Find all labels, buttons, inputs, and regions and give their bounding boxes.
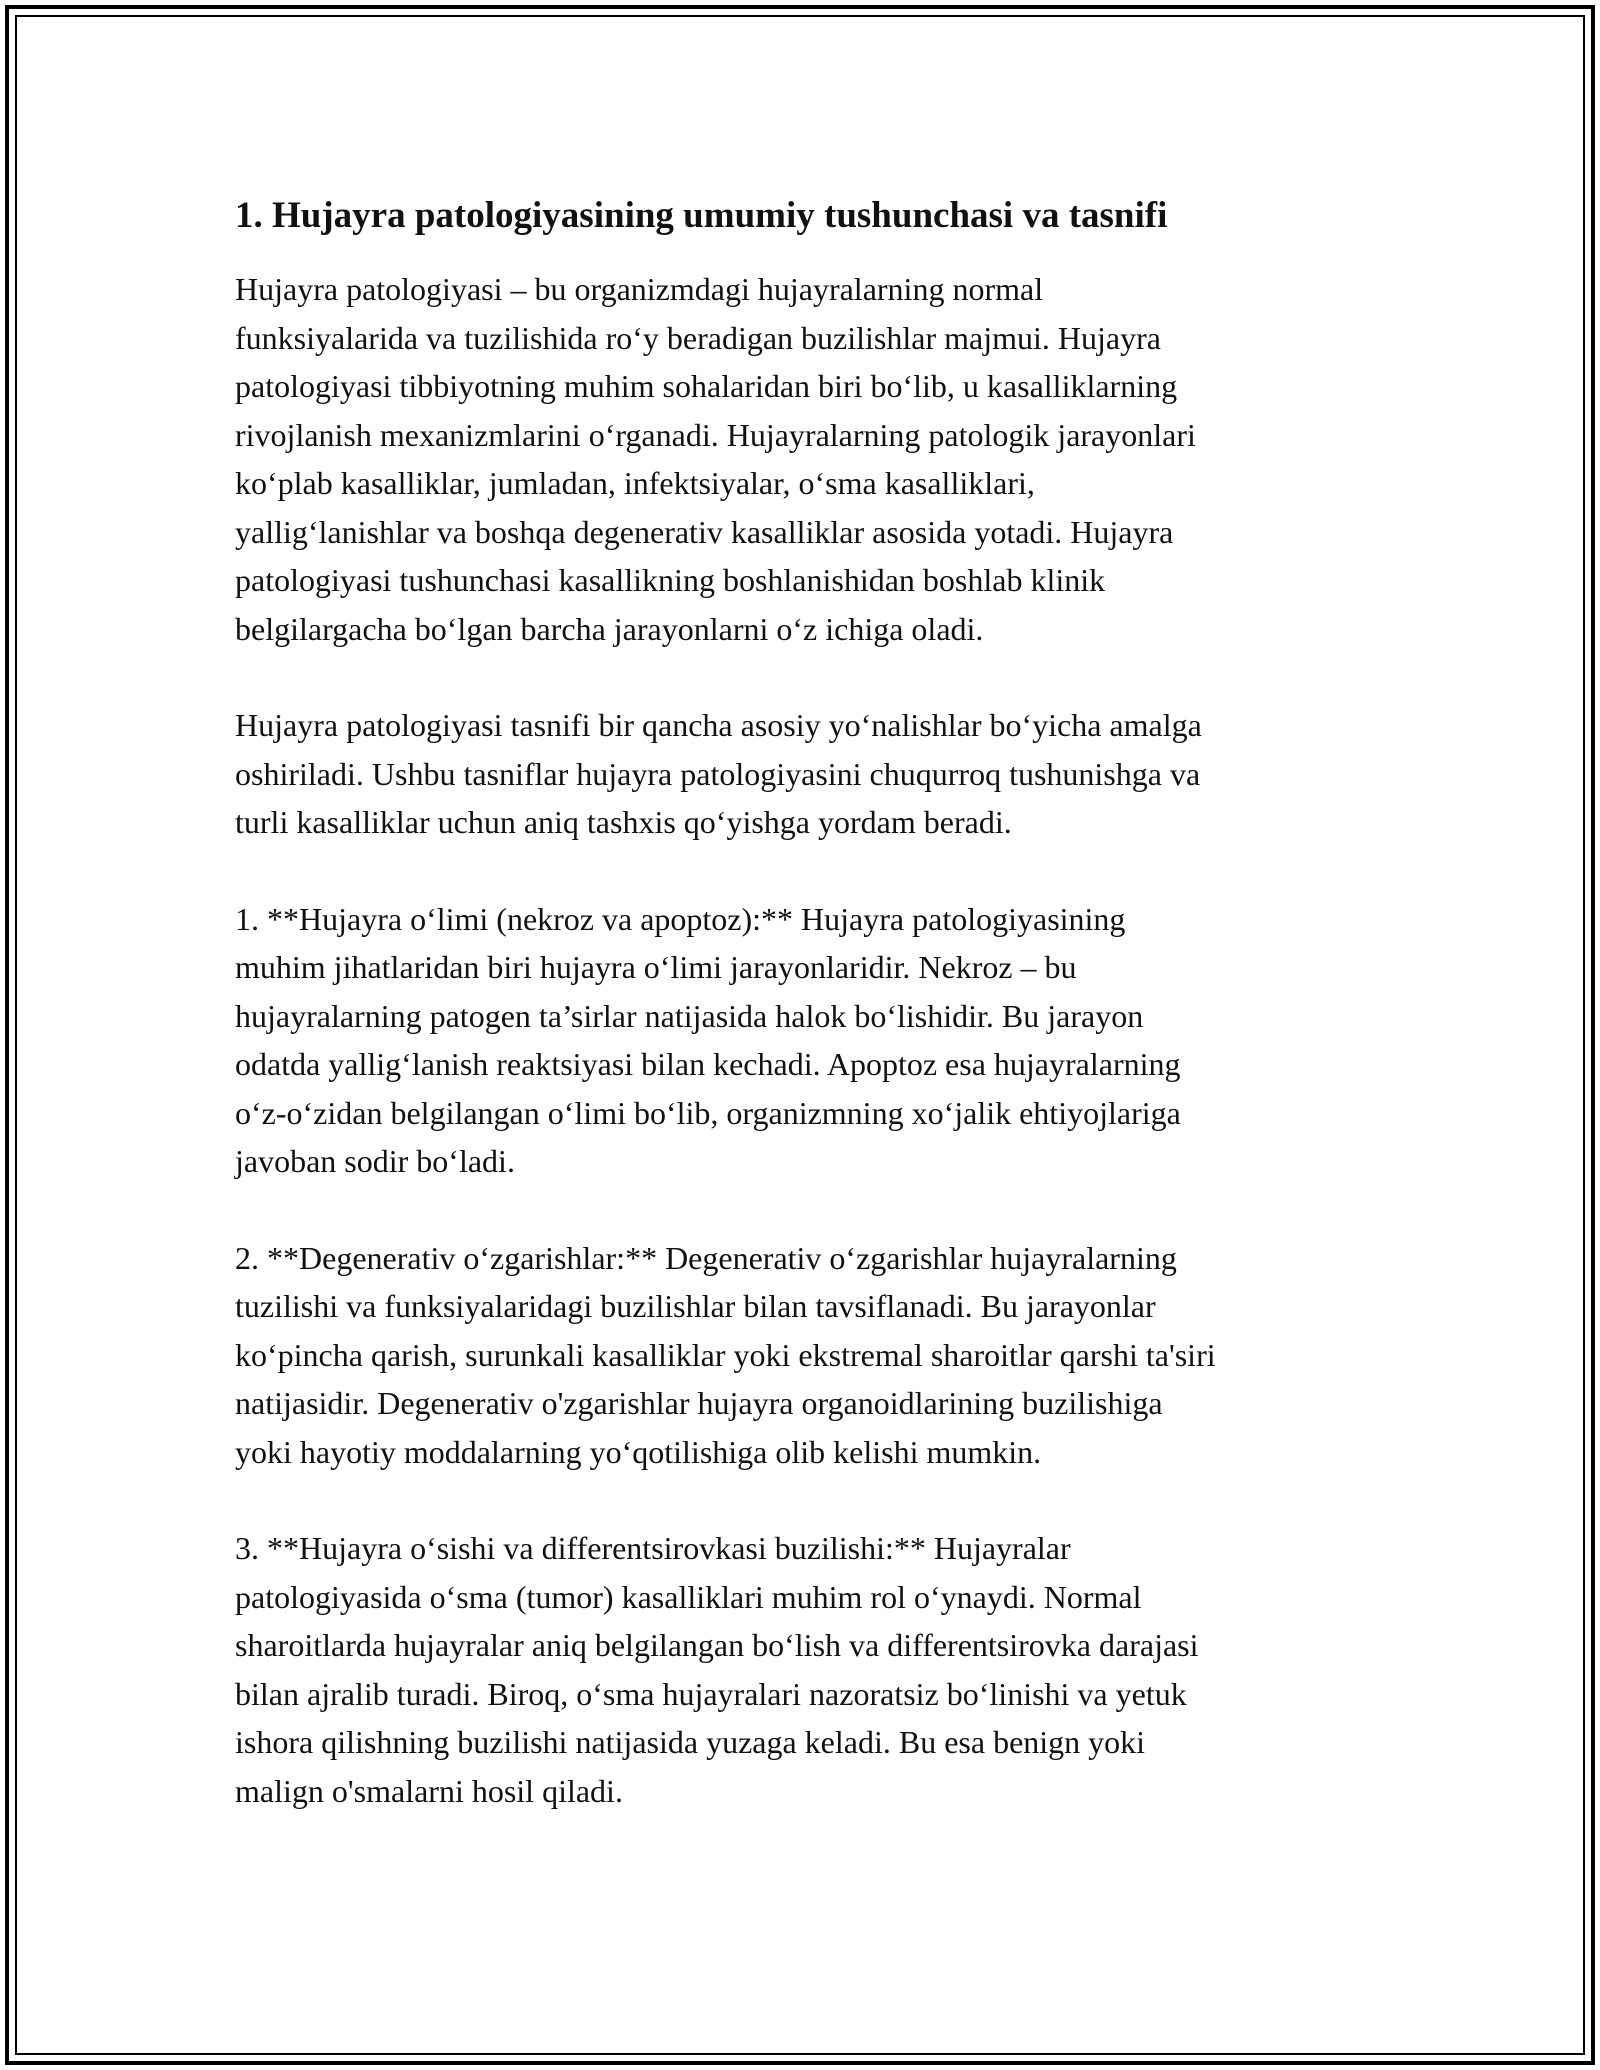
section-heading: 1. Hujayra patologiyasining umumiy tushunchasi va tasnifi — [235, 195, 1168, 236]
list-item-degenerative-changes: 2. **Degenerativ o‘zgarishlar:** Degenerativ o‘zgarishlar hujayralarning tuzilishi va funksiyalaridagi buzilishlar bilan tavsiflanadi. Bu jarayonlar ko‘pincha qarish, surunkali kasalliklar yoki ekstremal sharoitlar qarshi ta'siri natijasidir. Degenerativ o'zgarishlar hujayra organoidlarining buzilishiga yoki hayotiy moddalarning yo‘qotilishiga olib kelishi mumkin. — [235, 1239, 1216, 1470]
list-item-growth-differentiation: 3. **Hujayra o‘sishi va differentsirovkasi buzilishi:** Hujayralar patologiyasida o‘sma (tumor) kasalliklari muhim rol o‘ynaydi. Normal sharoitlarda hujayralar aniq belgilangan bo‘lish va differentsirovka darajasi bilan ajralib turadi. Biroq, o‘sma hujayralari nazoratsiz bo‘linishi va yetuk ishora qilishning buzilishi natijasida yuzaga keladi. Bu esa benign yoki malign o'smalarni hosil qiladi. — [235, 1530, 1199, 1809]
document-body — [235, 188, 1375, 1863]
list-item-cell-death: 1. **Hujayra o‘limi (nekroz va apoptoz):** Hujayra patologiyasining muhim jihatlaridan biri hujayra o‘limi jarayonlaridir. Nekroz – bu hujayralarning patogen ta’sirlar natijasida halok bo‘lishidir. Bu jarayon odatda yallig‘lanish reaktsiyasi bilan kechadi. Apoptoz esa hujayralarning o‘z-o‘zidan belgilangan o‘limi bo‘lib, organizmning xo‘jalik ehtiyojlariga javoban sodir bo‘ladi. — [235, 900, 1181, 1179]
paragraph-definition: Hujayra patologiyasi – bu organizmdagi hujayralarning normal funksiyalarida va tuzilishida ro‘y beradigan buzilishlar majmui. Hujayra patologiyasi tibbiyotning muhim sohalaridan biri bo‘lib, u kasalliklarning rivojlanish mexanizmlarini o‘rganadi. Hujayralarning patologik jarayonlari ko‘plab kasalliklar, jumladan, infektsiyalar, o‘sma kasalliklari, yallig‘lanishlar va boshqa degenerativ kasalliklar asosida yotadi. Hujayra patologiyasi tushunchasi kasallikning boshlanishidan boshlab klinik belgilargacha bo‘lgan barcha jarayonlarni o‘z ichiga oladi. — [235, 271, 1196, 647]
paragraph-classification-intro: Hujayra patologiyasi tasnifi bir qancha asosiy yo‘nalishlar bo‘yicha amalga oshiriladi. Ushbu tasniflar hujayra patologiyasini chuqurroq tushunishga va turli kasalliklar uchun aniq tashxis qo‘yishga yordam beradi. — [235, 707, 1202, 840]
